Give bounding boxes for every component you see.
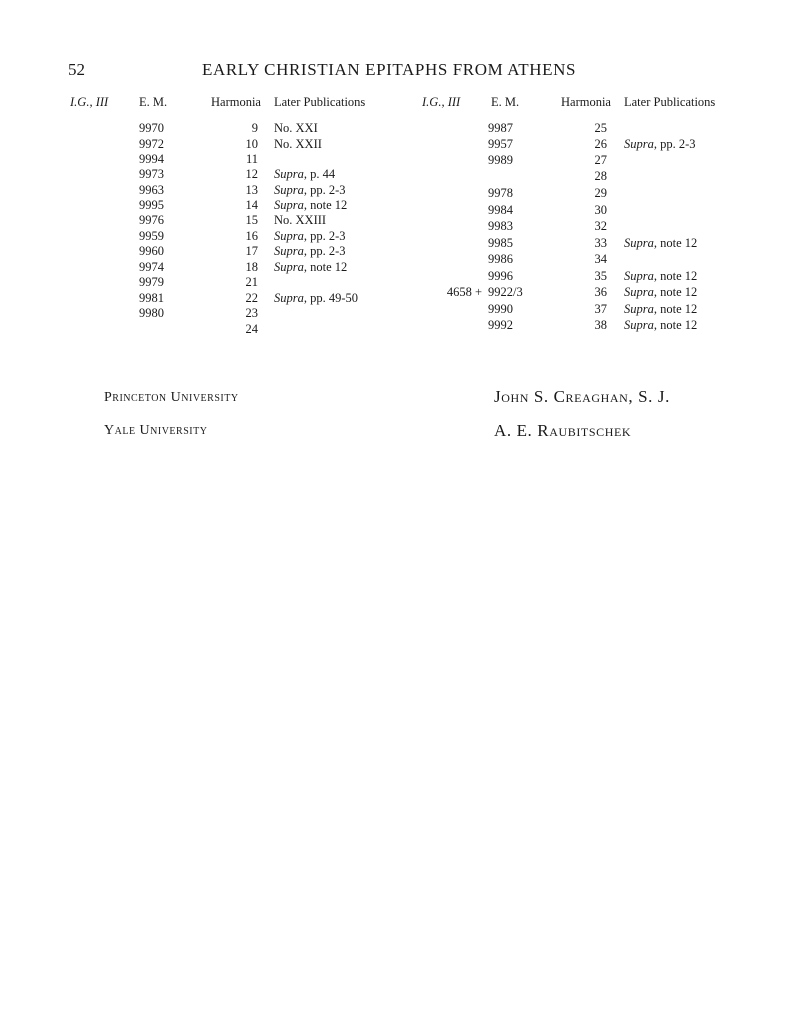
- reference-text: , note 12: [303, 198, 348, 212]
- cell-em: 9980: [139, 306, 164, 320]
- reference-text: , note 12: [653, 318, 698, 332]
- cell-em: 9985: [488, 236, 513, 250]
- cell-em: 9970: [139, 121, 164, 135]
- cell-em: 9957: [488, 137, 513, 151]
- cell-harmonia: 10: [245, 137, 258, 151]
- cell-later-publication: [274, 198, 347, 212]
- reference-text: No. XXI: [274, 121, 318, 135]
- cell-harmonia: 28: [594, 169, 607, 183]
- cell-later-publication: [624, 285, 697, 299]
- reference-text: , note 12: [303, 260, 348, 274]
- header-harmonia-left: Harmonia: [211, 95, 261, 109]
- cell-em: 9989: [488, 153, 513, 167]
- cell-later-publication: [274, 244, 346, 258]
- cell-em: 9983: [488, 219, 513, 233]
- cell-harmonia: 22: [245, 291, 258, 305]
- cell-em: 9984: [488, 203, 513, 217]
- cell-harmonia: 13: [245, 183, 258, 197]
- cell-harmonia: 34: [594, 252, 607, 266]
- header-em-left: E. M.: [139, 95, 168, 109]
- supra-label: Supra: [274, 291, 304, 305]
- cell-em: 9963: [139, 183, 164, 197]
- cell-em: 9976: [139, 213, 164, 227]
- reference-text: , note 12: [653, 302, 698, 316]
- cell-later-publication: [274, 213, 326, 227]
- header-em-right: E. M.: [491, 95, 520, 109]
- reference-text: , note 12: [653, 236, 698, 250]
- cell-later-publication: [274, 260, 347, 274]
- header-later-left: Later Publications: [274, 95, 366, 109]
- cell-harmonia: 33: [594, 236, 607, 250]
- affiliation-princeton: Princeton University: [104, 390, 239, 405]
- cell-em: 9981: [139, 291, 164, 305]
- cell-harmonia: 14: [245, 198, 258, 212]
- header-later-right: Later Publications: [624, 95, 716, 109]
- cell-em: 9987: [488, 121, 513, 135]
- supra-label: Supra: [624, 302, 654, 316]
- cell-em: 9974: [139, 260, 164, 274]
- cell-em: 9960: [139, 244, 164, 258]
- cell-em: 9986: [488, 252, 513, 266]
- reference-text: No. XXIII: [274, 213, 327, 227]
- supra-label: Supra: [274, 260, 304, 274]
- header-ig-left: I.G., III: [70, 95, 109, 109]
- cell-harmonia: 30: [594, 203, 607, 217]
- cell-harmonia: 26: [594, 137, 607, 151]
- cell-later-publication: [624, 302, 697, 316]
- page-number: 52: [68, 60, 85, 79]
- cell-harmonia: 37: [594, 302, 607, 316]
- supra-label: Supra: [274, 244, 304, 258]
- header-ig-right: I.G., III: [422, 95, 461, 109]
- cell-harmonia: 21: [245, 275, 258, 289]
- reference-text: , pp. 2-3: [303, 183, 346, 197]
- author-raubitschek: A. E. Raubitschek: [494, 421, 632, 440]
- cell-harmonia: 17: [245, 244, 258, 258]
- reference-text: , note 12: [653, 285, 698, 299]
- cell-later-publication: [274, 137, 322, 151]
- cell-harmonia: 38: [594, 318, 607, 332]
- cell-harmonia: 35: [594, 269, 607, 283]
- reference-text: , p. 44: [303, 167, 336, 181]
- supra-label: Supra: [624, 285, 654, 299]
- reference-text: , pp. 2-3: [303, 229, 346, 243]
- cell-harmonia: 12: [245, 167, 258, 181]
- cell-later-publication: [624, 236, 697, 250]
- cell-harmonia: 24: [245, 322, 258, 336]
- affiliation-yale: Yale University: [104, 423, 208, 438]
- cell-harmonia: 25: [594, 121, 607, 135]
- cell-em: 9994: [139, 152, 164, 166]
- cell-harmonia: 18: [245, 260, 258, 274]
- cell-harmonia: 32: [594, 219, 607, 233]
- cell-later-publication: [624, 137, 696, 151]
- cell-em: 9973: [139, 167, 164, 181]
- cell-harmonia: 23: [245, 306, 258, 320]
- supra-label: Supra: [274, 183, 304, 197]
- reference-text: , pp. 49-50: [303, 291, 359, 305]
- reference-text: , note 12: [653, 269, 698, 283]
- cell-em: 9979: [139, 275, 164, 289]
- author-creaghan: John S. Creaghan, S. J.: [494, 387, 670, 406]
- cell-later-publication: [624, 269, 697, 283]
- cell-em: 9959: [139, 229, 164, 243]
- cell-harmonia: 36: [594, 285, 607, 299]
- reference-text: , pp. 2-3: [303, 244, 346, 258]
- cell-em: 9995: [139, 198, 164, 212]
- cell-harmonia: 29: [594, 186, 607, 200]
- supra-label: Supra: [274, 167, 304, 181]
- cell-ig: 4658 +: [446, 285, 482, 299]
- reference-text: No. XXII: [274, 137, 322, 151]
- cell-em: 9978: [488, 186, 513, 200]
- cell-harmonia: 16: [245, 229, 258, 243]
- cell-later-publication: [274, 229, 346, 243]
- cell-later-publication: [274, 183, 346, 197]
- running-head: EARLY CHRISTIAN EPITAPHS FROM ATHENS: [202, 60, 577, 79]
- supra-label: Supra: [274, 198, 304, 212]
- reference-text: , pp. 2-3: [653, 137, 696, 151]
- supra-label: Supra: [274, 229, 304, 243]
- cell-later-publication: [274, 121, 318, 135]
- header-harmonia-right: Harmonia: [561, 95, 611, 109]
- cell-em: 9972: [139, 137, 164, 151]
- cell-em: 9990: [488, 302, 513, 316]
- cell-harmonia: 9: [251, 121, 258, 135]
- cell-em: 9992: [488, 318, 513, 332]
- supra-label: Supra: [624, 236, 654, 250]
- supra-label: Supra: [624, 137, 654, 151]
- cell-harmonia: 15: [245, 213, 258, 227]
- supra-label: Supra: [624, 269, 654, 283]
- cell-later-publication: [624, 318, 697, 332]
- cell-em: 9996: [488, 269, 513, 283]
- cell-harmonia: 27: [594, 153, 607, 167]
- cell-later-publication: [274, 291, 358, 305]
- supra-label: Supra: [624, 318, 654, 332]
- cell-harmonia: 11: [245, 152, 258, 166]
- cell-later-publication: [274, 167, 335, 181]
- cell-em: 9922/3: [488, 285, 523, 299]
